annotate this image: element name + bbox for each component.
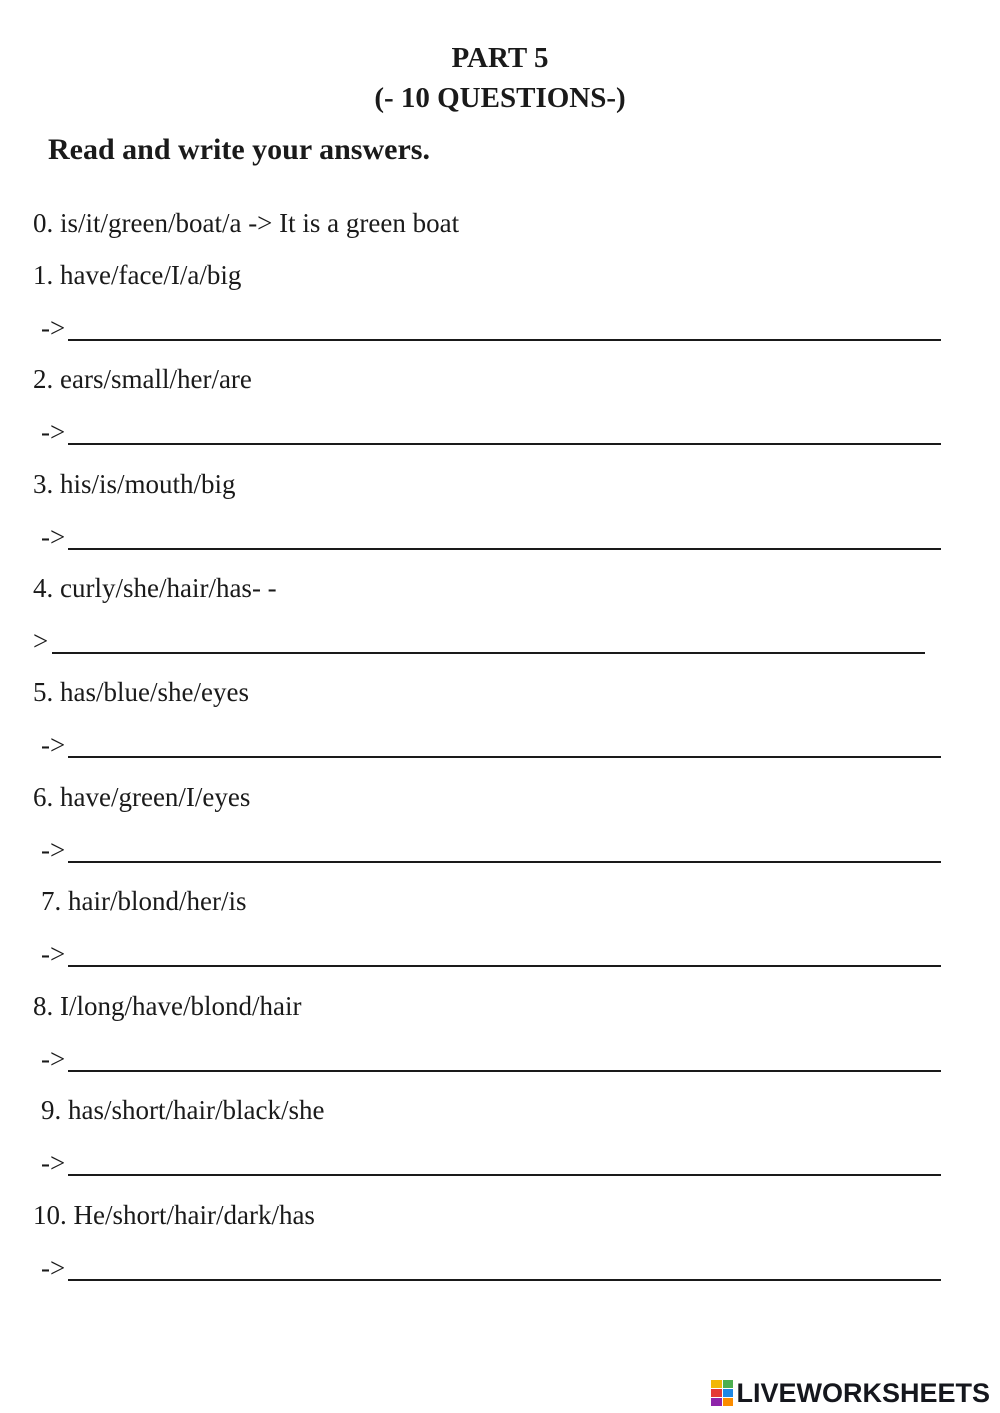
answer-blank[interactable] — [68, 861, 941, 863]
answer-blank[interactable] — [68, 1174, 941, 1176]
answer-blank[interactable] — [68, 756, 941, 758]
logo-square — [711, 1389, 722, 1397]
answer-row — [41, 727, 941, 763]
question-prompt: 3. his/is/mouth/big — [33, 469, 236, 499]
question-prompt: 5. has/blue/she/eyes — [33, 677, 249, 707]
arrow-prompt: -> — [41, 522, 66, 552]
arrow-prompt: -> — [41, 1044, 66, 1074]
question-prompt: 10. He/short/hair/dark/has — [33, 1200, 315, 1230]
arrow-prompt: -> — [41, 939, 66, 969]
liveworksheets-logo-icon — [711, 1380, 733, 1406]
answer-row — [41, 414, 941, 450]
answer-row — [41, 1145, 941, 1181]
answer-blank[interactable] — [68, 965, 941, 967]
answer-row — [41, 519, 941, 555]
logo-square — [711, 1380, 722, 1388]
page-title: PART 5 — [451, 42, 549, 74]
answer-row — [33, 623, 925, 659]
page-subtitle: (- 10 QUESTIONS-) — [374, 82, 626, 114]
logo-square — [723, 1380, 734, 1388]
answer-blank[interactable] — [68, 1070, 941, 1072]
answer-blank[interactable] — [68, 548, 941, 550]
answer-blank[interactable] — [68, 443, 941, 445]
liveworksheets-logo — [711, 1377, 990, 1409]
arrow-prompt: -> — [41, 313, 66, 343]
answer-blank[interactable] — [68, 339, 941, 341]
question-prompt: 7. hair/blond/her/is — [41, 886, 247, 916]
example-question: 0. is/it/green/boat/a -> It is a green boat — [33, 208, 460, 238]
logo-text: LIVEWORKSHEETS — [736, 1377, 990, 1408]
logo-square — [723, 1389, 734, 1397]
arrow-prompt: -> — [41, 835, 66, 865]
arrow-prompt: -> — [41, 1148, 66, 1178]
question-prompt: 4. curly/she/hair/has- - — [33, 573, 277, 603]
answer-row — [41, 1041, 941, 1077]
answer-blank[interactable] — [52, 652, 925, 654]
instruction-text: Read and write your answers. — [48, 133, 430, 166]
arrow-prompt: > — [33, 626, 49, 656]
answer-blank[interactable] — [68, 1279, 941, 1281]
arrow-prompt: -> — [41, 730, 66, 760]
question-prompt: 9. has/short/hair/black/she — [41, 1095, 325, 1125]
question-prompt: 1. have/face/I/a/big — [33, 260, 242, 290]
logo-square — [723, 1398, 734, 1406]
answer-row — [41, 936, 941, 972]
logo-square — [711, 1398, 722, 1406]
question-prompt: 6. have/green/I/eyes — [33, 782, 251, 812]
answer-row — [41, 832, 941, 868]
answer-row — [41, 310, 941, 346]
question-prompt: 2. ears/small/her/are — [33, 364, 252, 394]
answer-row — [41, 1250, 941, 1286]
arrow-prompt: -> — [41, 1253, 66, 1283]
question-prompt: 8. I/long/have/blond/hair — [33, 991, 302, 1021]
arrow-prompt: -> — [41, 417, 66, 447]
